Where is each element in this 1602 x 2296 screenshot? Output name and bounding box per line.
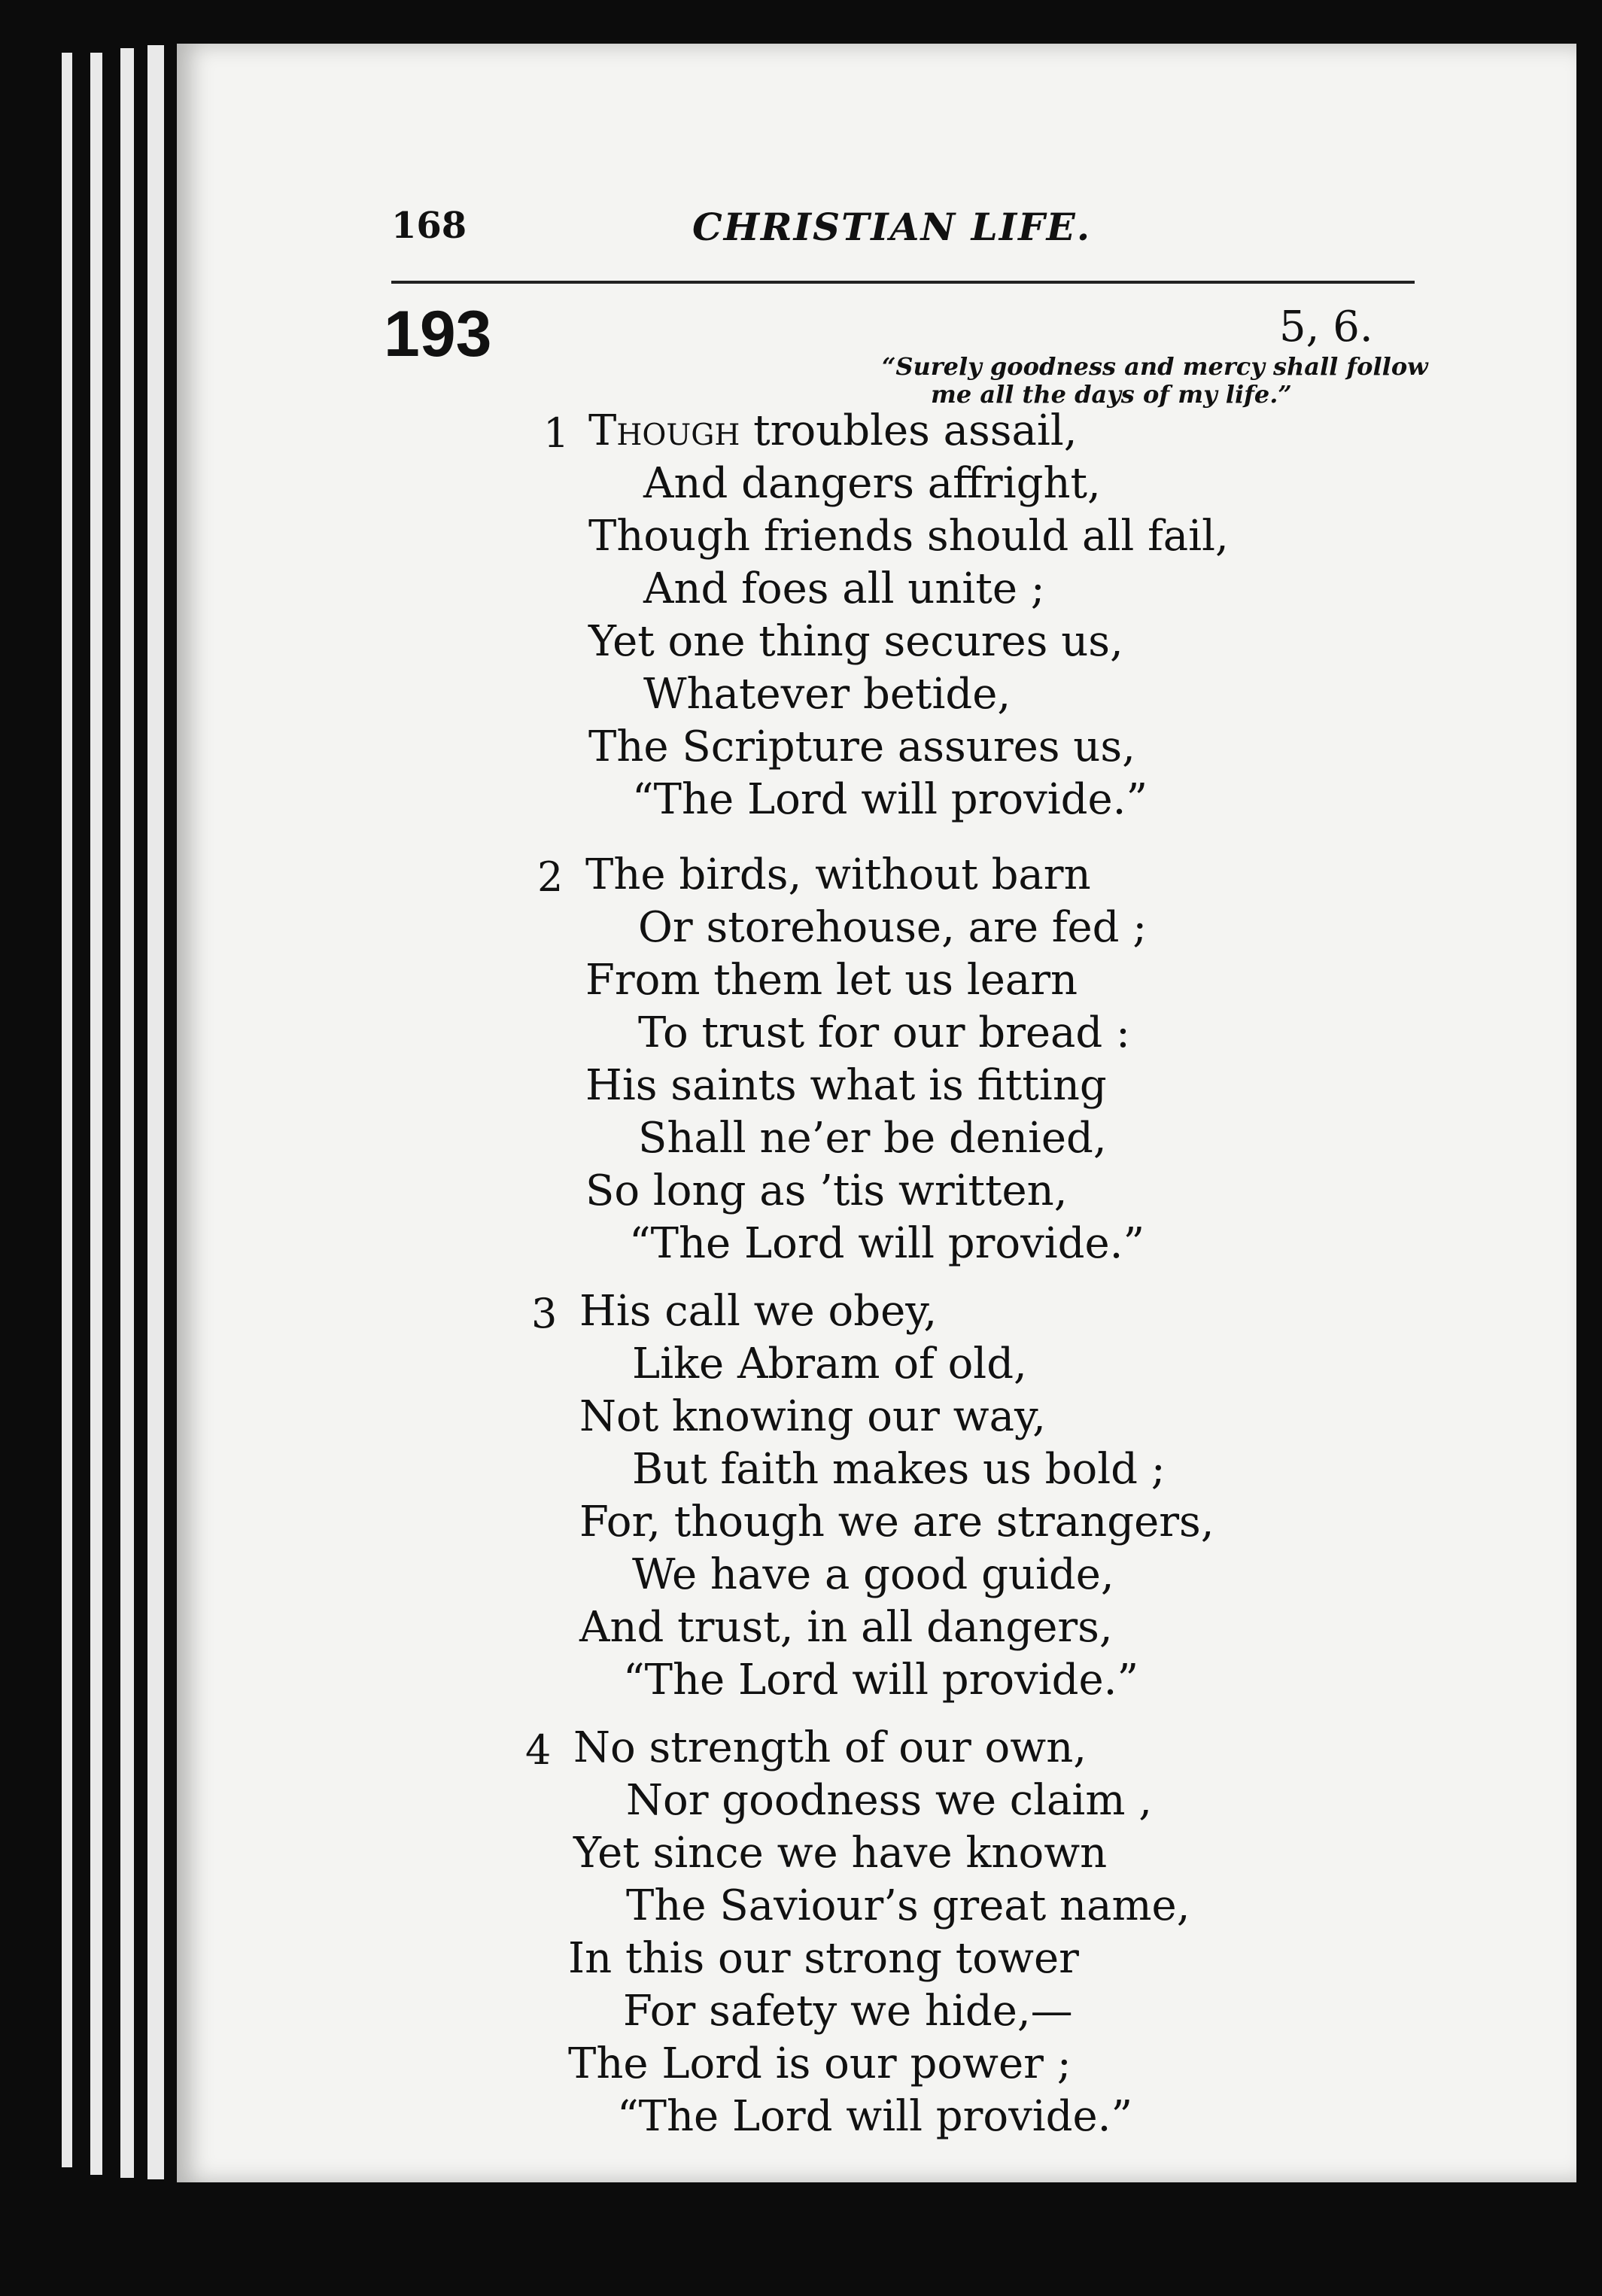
verse-line xyxy=(588,406,1078,455)
verse-line: We have a good guide, xyxy=(632,1550,1114,1599)
verse-number: 3 xyxy=(531,1290,558,1337)
verse-line: But faith makes us bold ; xyxy=(632,1445,1166,1494)
verse-line: “The Lord will provide.” xyxy=(623,1656,1139,1705)
verse-line: Yet one thing secures us, xyxy=(588,617,1123,666)
hymn-meter: 5, 6. xyxy=(1279,303,1373,351)
verse-line: In this our strong tower xyxy=(568,1934,1079,1983)
verse-line: “The Lord will provide.” xyxy=(629,1219,1145,1268)
page-number: 168 xyxy=(391,205,467,247)
verse-line: The birds, without barn xyxy=(585,850,1091,899)
verse-initial-word: Though xyxy=(588,406,740,455)
verse-line: Not knowing our way, xyxy=(579,1392,1046,1441)
verse-line: The Lord is our power ; xyxy=(568,2039,1072,2088)
hymn-number: 193 xyxy=(384,298,492,370)
verse-line: Shall ne’er be denied, xyxy=(638,1114,1107,1163)
header-rule xyxy=(391,281,1415,284)
running-title: CHRISTIAN LIFE. xyxy=(692,205,1092,249)
verse-line: So long as ’tis written, xyxy=(585,1166,1068,1215)
verse-line: Or storehouse, are fed ; xyxy=(638,903,1148,952)
verse-line: Like Abram of old, xyxy=(632,1340,1027,1388)
verse-number: 2 xyxy=(537,853,564,901)
verse-line-text: troubles assail, xyxy=(740,406,1078,455)
verse-line: Nor goodness we claim , xyxy=(626,1776,1153,1825)
verse-line: “The Lord will provide.” xyxy=(617,2092,1133,2141)
verse-line: No strength of our own, xyxy=(573,1723,1087,1772)
verse-line: Yet since we have known xyxy=(573,1829,1108,1878)
verse-line: And trust, in all dangers, xyxy=(579,1603,1113,1652)
verse-line: Though friends should all fail, xyxy=(588,512,1229,561)
verse-line: The Saviour’s great name, xyxy=(626,1881,1190,1930)
verse-number: 4 xyxy=(525,1726,552,1774)
verse-line: For safety we hide,— xyxy=(623,1987,1073,2036)
epigraph-line: “Surely goodness and mercy shall follow xyxy=(882,352,1428,381)
verse-line: His call we obey, xyxy=(579,1287,938,1336)
verse-line: The Scripture assures us, xyxy=(588,722,1135,771)
verse-line: His saints what is fitting xyxy=(585,1061,1107,1110)
verse-line: From them let us learn xyxy=(585,956,1078,1005)
verse-line: And dangers affright, xyxy=(643,459,1101,508)
verse-line: And foes all unite ; xyxy=(643,564,1045,613)
verse-line: For, though we are strangers, xyxy=(579,1498,1214,1546)
verse-line: “The Lord will provide.” xyxy=(632,775,1148,824)
verse-line: To trust for our bread : xyxy=(638,1008,1130,1057)
page-edge xyxy=(120,48,134,2178)
verse-line: Whatever betide, xyxy=(643,670,1011,719)
page-edge xyxy=(62,53,72,2167)
page-edge xyxy=(147,45,164,2179)
epigraph-line: me all the days of my life.” xyxy=(931,380,1292,409)
verse-number: 1 xyxy=(543,409,570,457)
page-edge xyxy=(90,53,102,2175)
